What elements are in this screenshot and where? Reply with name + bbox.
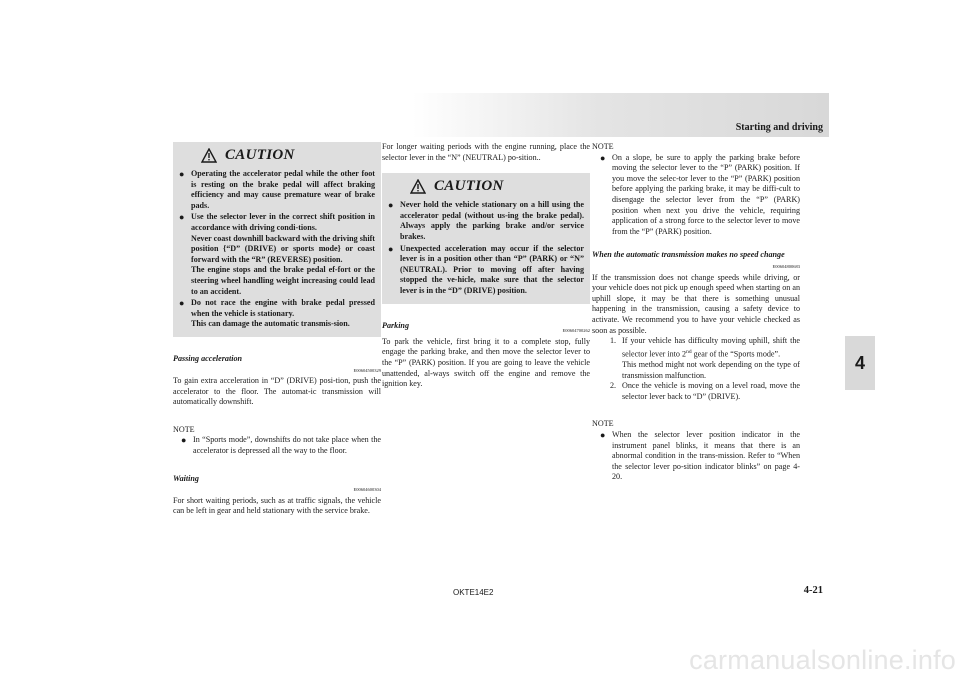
bullet-icon: ● (388, 200, 394, 211)
warning-triangle-icon (201, 148, 217, 163)
caution-item: ● Never hold the vehicle stationary on a hill using the accelerator pedal (without us-ing the brake pedal). Always apply the parking brake and/or service brakes. (388, 200, 584, 241)
caution-box-1 (173, 142, 381, 337)
paragraph: For short waiting periods, such as at traffic signals, the vehicle can be left in gear and held stationary with the service brake. (173, 495, 381, 516)
caution-header (388, 176, 584, 196)
note-item: ● In “Sports mode”, downshifts do not take place when the accelerator is depressed all the way to the floor. (181, 435, 381, 456)
footer-code: OKTE14E2 (453, 588, 494, 597)
bullet-icon: ● (388, 243, 394, 254)
note-item: ● On a slope, be sure to apply the parking brake before moving the selector lever to the “P” (PARK) position. If you move the selec-tor lever to the “P” (PARK) position before applying the parking brake, it may be diffi-cult to disengage the selector lever from the “P” (PARK) position when next you drive the vehicle, requiring application of a strong force to the selector lever to move from the “P” (PARK) position. (600, 152, 800, 236)
column-1 (173, 142, 381, 517)
section-waiting-heading: Waiting (173, 473, 199, 483)
header-title: Starting and driving (735, 122, 823, 133)
note-label: NOTE (592, 419, 614, 429)
paragraph: If the transmission does not change speeds while driving, or your vehicle does not pick up enough speed when starting on an uphill slope, it may be that there is something unusual happening in the transmission, causing a safety device to activate. We recommend you to have your vehicle checked as soon as possible. (592, 272, 800, 335)
caution-header (179, 145, 375, 165)
warning-triangle-icon (410, 179, 426, 194)
caution-item: ● Operating the accelerator pedal while the other foot is resting on the brake pedal will affect braking efficiency and may cause premature wear of brake pads. (179, 169, 375, 210)
paragraph: To park the vehicle, first bring it to a complete stop, fully engage the parking brake, and then move the selector lever to the “P” (PARK) position. If you are going to leave the vehicle unattended, al-ways switch off the engine and remove the ignition key. (382, 336, 590, 389)
caution-title: CAUTION (225, 146, 295, 163)
note-item: ● When the selector lever position indicator in the instrument panel blinks, it means that there is an abnormal condition in the trans-mission. Refer to “When the selector lever po-sition indicator blinks” on page 4-20. (600, 429, 800, 482)
caution-item: ● Do not race the engine with brake pedal pressed when the vehicle is stationary. This can damage the automatic transmis-sion. (179, 298, 375, 329)
section-code: E00604600304 (353, 487, 381, 493)
section-code: E00604700262 (562, 328, 590, 334)
paragraph: For longer waiting periods with the engine running, place the selector lever in the “N” (NEUTRAL) po-sition.. (382, 142, 590, 162)
bullet-icon: ● (179, 169, 185, 179)
column-2 (382, 142, 590, 390)
caution-item: ● Unexpected acceleration may occur if the selector lever is in a position other than “P” (PARK) or “N” (NEUTRAL). Prior to moving off after having stopped the ve-hicle, make sure that the selector lever is in the “D” (DRIVE) position. (388, 243, 584, 295)
paragraph: To gain extra acceleration in “D” (DRIVE) posi-tion, push the accelerator to the floor. The automat-ic transmission will automatically downshift. (173, 376, 381, 407)
column-3 (592, 142, 800, 483)
section-passing-heading: Passing acceleration (173, 353, 243, 363)
watermark: carmanualsonline.info (689, 645, 956, 675)
caution-title: CAUTION (434, 177, 504, 194)
section-nochange-heading: When the automatic transmission makes no speed change (592, 250, 785, 260)
bullet-icon: ● (181, 435, 187, 446)
chapter-tab: 4 (845, 336, 875, 390)
bullet-icon: ● (600, 152, 606, 163)
section-code: E00604800683 (772, 263, 800, 269)
numbered-step: 2. Once the vehicle is moving on a level road, move the selector lever back to “D” (DRIVE). (610, 381, 800, 401)
caution-box-2 (382, 173, 590, 303)
note-label: NOTE (173, 424, 195, 434)
note-label: NOTE (592, 142, 614, 151)
bullet-icon: ● (179, 298, 185, 309)
section-code: E00604500329 (353, 367, 381, 373)
bullet-icon: ● (179, 212, 185, 223)
numbered-step: 1. If your vehicle has difficulty moving uphill, shift the selector lever into 2nd gear of the “Sports mode”. This method might not work depending on the type of transmission malfunction. (610, 336, 800, 380)
page-number: 4-21 (803, 585, 823, 596)
bullet-icon: ● (600, 429, 606, 440)
section-parking-heading: Parking (382, 320, 409, 330)
caution-item: ● Use the selector lever in the correct shift position in accordance with driving condi-tions. Never coast downhill backward with the driving shift position {“D” (DRIVE) or sports mode} or coast forward with the “R” (REVERSE) position. The engine stops and the brake pedal ef-fort or the steering wheel handling weight increasing could lead to an accident. (179, 212, 375, 296)
